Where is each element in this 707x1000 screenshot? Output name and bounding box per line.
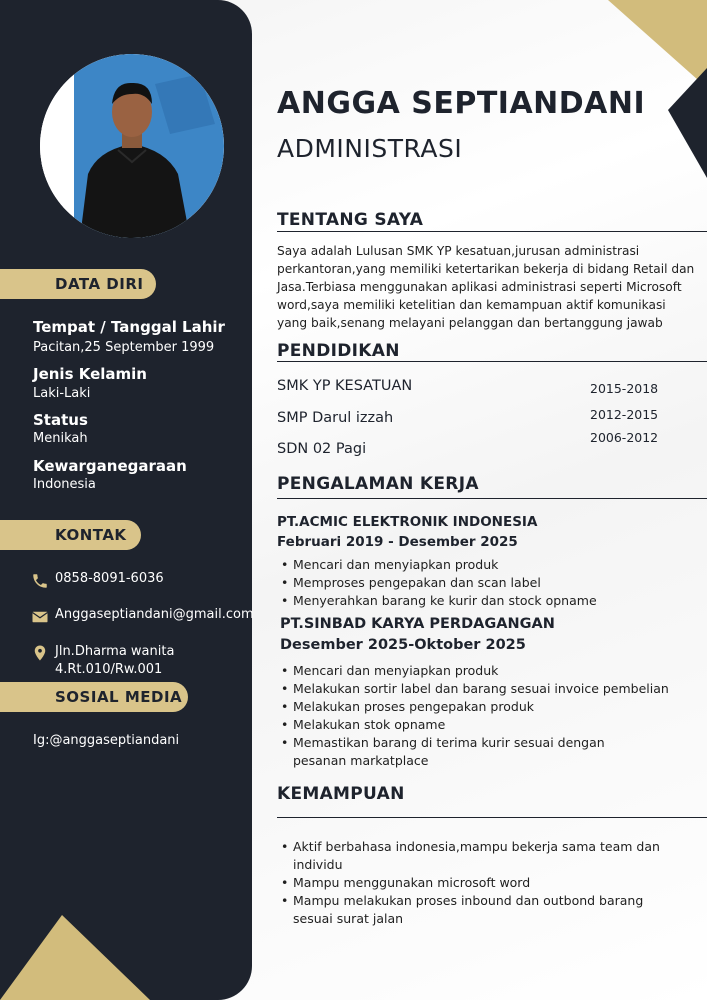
section-divider-skills	[277, 817, 707, 818]
email-icon	[31, 608, 49, 626]
job-role: ADMINISTRASI	[277, 134, 463, 163]
sidebar	[0, 0, 252, 1000]
address-line-2: 4.Rt.010/Rw.001	[55, 662, 163, 677]
section-pill-kontak	[0, 520, 141, 550]
field-label-gender: Jenis Kelamin	[33, 365, 147, 383]
field-label-status: Status	[33, 411, 88, 429]
field-value-citizenship: Indonesia	[33, 477, 96, 492]
field-label-birth: Tempat / Tanggal Lahir	[33, 318, 225, 336]
section-divider-experience	[277, 498, 707, 499]
corner-decoration-bottom-left	[0, 905, 150, 1000]
education-school-1: SMK YP KESATUAN	[277, 378, 413, 394]
list-item: • Mampu melakukan proses inbound dan outbond barang sesuai surat jalan	[281, 892, 681, 928]
education-years-1: 2015-2018	[590, 381, 659, 396]
phone-icon	[31, 572, 49, 590]
profile-photo-image	[40, 54, 224, 238]
field-value-birth: Pacitan,25 September 1999	[33, 340, 215, 355]
section-divider-education	[277, 361, 707, 362]
job-tasks-1	[281, 556, 597, 610]
education-years-2: 2012-2015	[590, 407, 659, 422]
list-item: • Menyerahkan barang ke kurir dan stock opname	[281, 592, 597, 610]
field-value-status: Menikah	[33, 431, 88, 446]
section-title-experience: PENGALAMAN KERJA	[277, 474, 479, 494]
list-item: • Mencari dan menyiapkan produk	[281, 556, 597, 574]
job-company-1: PT.ACMIC ELEKTRONIK INDONESIA	[277, 514, 538, 530]
section-divider-about	[277, 231, 707, 232]
section-pill-data-diri	[0, 269, 156, 299]
data-diri-title: DATA DIRI	[55, 275, 144, 293]
section-title-education: PENDIDIKAN	[277, 341, 400, 361]
field-value-gender: Laki-Laki	[33, 386, 91, 401]
profile-photo	[40, 54, 224, 238]
list-item: • Memproses pengepakan dan scan label	[281, 574, 597, 592]
address-line-1: Jln.Dharma wanita	[55, 644, 175, 659]
section-title-about: TENTANG SAYA	[277, 210, 424, 230]
list-item: • Memastikan barang di terima kurir sesuai dengan pesanan markatplace	[281, 734, 661, 770]
email-address[interactable]: Anggaseptiandani@gmail.com	[55, 607, 254, 622]
kontak-title: KONTAK	[55, 526, 127, 544]
section-pill-sosial-media	[0, 682, 188, 712]
skills-list	[281, 838, 681, 928]
list-item: • Melakukan sortir label dan barang sesuai invoice pembelian	[281, 680, 691, 698]
education-school-2: SMP Darul izzah	[277, 410, 394, 426]
list-item: • Mampu menggunakan microsoft word	[281, 874, 681, 892]
education-years-3: 2006-2012	[590, 430, 659, 445]
sosial-media-title: SOSIAL MEDIA	[55, 688, 183, 706]
instagram-handle[interactable]: Ig:@anggaseptiandani	[33, 733, 180, 748]
phone-number[interactable]: 0858-8091-6036	[55, 571, 164, 586]
list-item: • Mencari dan menyiapkan produk	[281, 662, 691, 680]
about-text: Saya adalah Lulusan SMK YP kesatuan,jurusan administrasi perkantoran,yang memiliki ketertarikan bekerja di bidang Retail dan Jasa.Terbiasa menggunakan aplikasi administrasi seperti Microsoft word,saya memiliki ketelitian dan kemampuan aktif komunikasi yang baik,senang melayani pelanggan dan bertanggung jawab	[277, 244, 695, 330]
section-title-skills: KEMAMPUAN	[277, 784, 405, 804]
list-item: • Melakukan proses pengepakan produk	[281, 698, 691, 716]
full-name: ANGGA SEPTIANDANI	[277, 86, 646, 121]
job-tasks-2	[281, 662, 691, 770]
education-school-3: SDN 02 Pagi	[277, 441, 367, 457]
job-period-2: Desember 2025-Oktober 2025	[280, 637, 526, 653]
field-label-citizenship: Kewarganegaraan	[33, 457, 187, 475]
job-period-1: Februari 2019 - Desember 2025	[277, 534, 518, 550]
location-pin-icon	[31, 644, 49, 662]
job-company-2: PT.SINBAD KARYA PERDAGANGAN	[280, 616, 555, 632]
list-item: • Aktif berbahasa indonesia,mampu bekerja sama team dan individu	[281, 838, 681, 874]
list-item: • Melakukan stok opname	[281, 716, 691, 734]
